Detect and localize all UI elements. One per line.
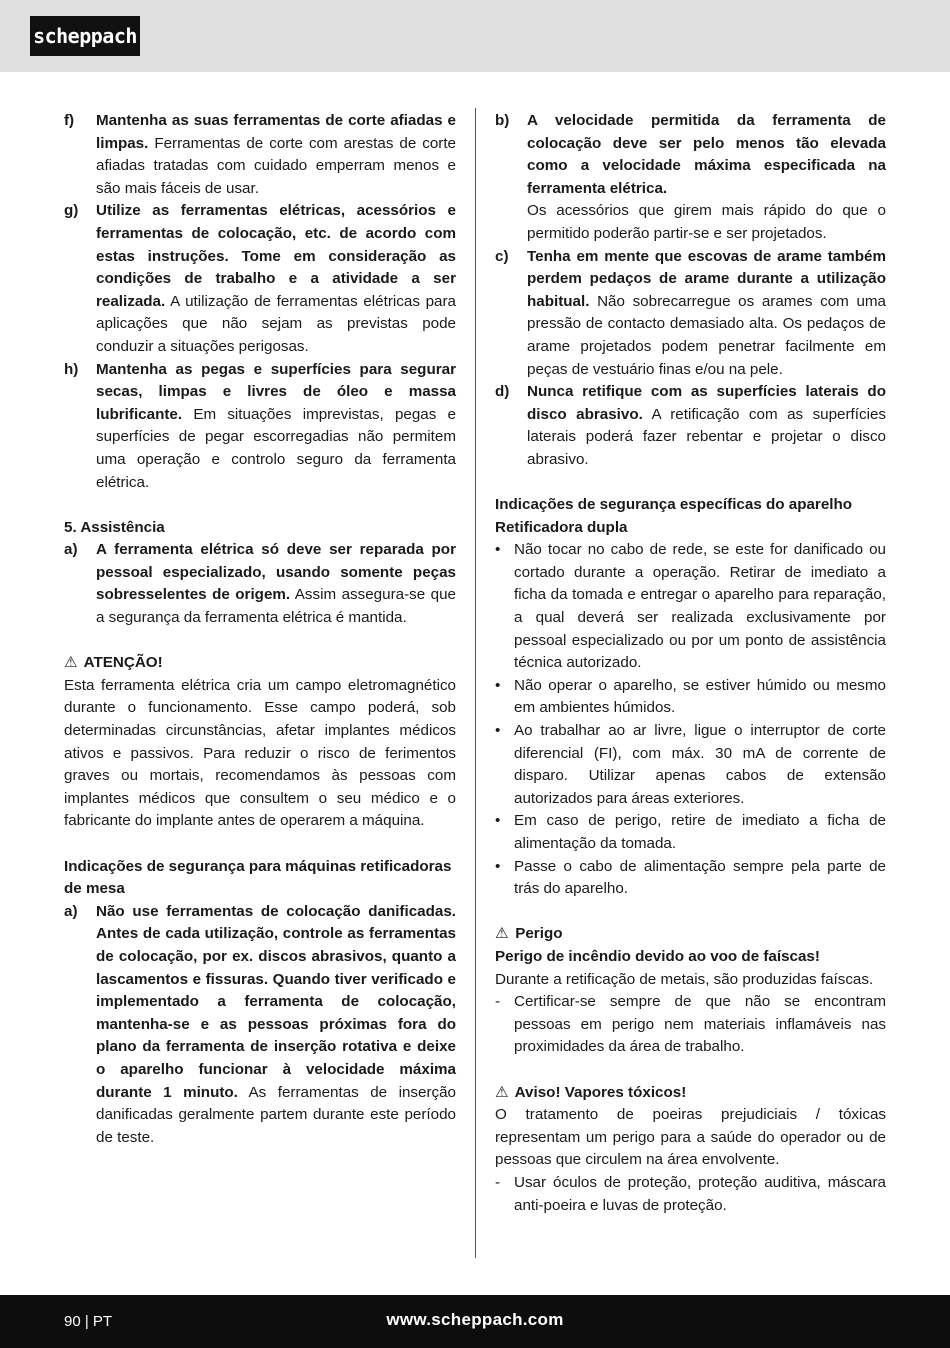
item-bench-a: a) Não use ferramentas de colocação danificadas. Antes de cada utilização, controle as ferramentas de colocação, por ex. discos abrasivos, quanto a lascamentos e fissuras. Quando tiver verificado e implementado a ferramenta de colocação, mantenha-se e as pessoas próximas fora do plano da ferramenta de inserção rotativa e deixe o aparelho funcionar à velocidade máxima durante 1 minuto. As ferramentas de inserção danificadas geralmente partem durante este período de teste. (64, 902, 456, 1146)
footer-bar (0, 1295, 950, 1348)
column-divider (475, 108, 476, 1258)
bullet-icon: • (495, 676, 501, 694)
dash-icon: - (495, 1173, 501, 1191)
warning-icon: ⚠ (64, 654, 78, 672)
warning-icon: ⚠ (495, 1083, 509, 1101)
section-title-assistance: 5. Assistência (64, 518, 165, 536)
item-f: f) Mantenha as suas ferramentas de corte afiadas e limpas. Ferramentas de corte com arestas de corte afiadas tratadas com cuidado emperram menos e são mais fáceis de usar. (64, 112, 456, 197)
bullet-icon: • (495, 857, 501, 875)
item-h: h) Mantenha as pegas e superfícies para segurar secas, limpas e livres de óleo e massa lubrificante. Em situações imprevistas, pegas e superfícies de pegar escorregadias não permitem uma operação e controlo seguro da ferramenta elétrica. (64, 360, 456, 491)
danger-heading: ⚠ Perigo (495, 923, 886, 946)
section-title-specific: Indicações de segurança específicas do aparelho Retificadora dupla (495, 496, 853, 536)
bullet-icon: • (495, 812, 501, 830)
list-item: • Não tocar no cabo de rede, se este for danificado ou cortado durante a operação. Retirar de imediato a ficha da tomada e entregar o aparelho para reparação, a qual deverá ser realizada exclusivamente por pessoal especializado ou por um ponto de assistência técnica autorizado. (495, 539, 886, 675)
right-column (495, 110, 886, 1217)
bullet-icon: • (495, 541, 501, 559)
page-number: 90 | PT (64, 1313, 113, 1330)
warning-heading: ⚠ ATENÇÃO! (64, 652, 456, 675)
dash-icon: - (495, 993, 501, 1011)
item-d: d) Nunca retifique com as superfícies laterais do disco abrasivo. A retificação com as superfícies laterais poderá fazer rebentar e projetar o disco abrasivo. (495, 383, 887, 468)
section-title-bench-grinders: Indicações de segurança para máquinas retificadoras de mesa (64, 857, 452, 898)
warning-text: Esta ferramenta elétrica cria um campo eletromagnético durante o funcionamento. Esse campo poderá, sob determinadas circunstâncias, afetar implantes médicos ativos e passivos. Para reduzir o risco de ferimentos graves ou mortais, recomendamos às pessoas com implantes médicos que consultem o seu médico e o fabricante do implante antes de operarem a máquina. (64, 676, 456, 830)
list-item: - Usar óculos de proteção, proteção auditiva, máscara anti-poeira e luvas de proteção. (495, 1172, 886, 1217)
fire-hazard-title: Perigo de incêndio devido ao voo de faíscas! (495, 947, 820, 965)
toxic-heading: ⚠ Aviso! Vapores tóxicos! (495, 1082, 886, 1105)
list-item: • Em caso de perigo, retire de imediato a ficha de alimentação da tomada. (495, 810, 886, 855)
list-item: - Certificar-se sempre de que não se encontram pessoas em perigo nem materiais inflamáveis nas proximidades da área de trabalho. (495, 991, 886, 1059)
item-b: b) A velocidade permitida da ferramenta de colocação deve ser pelo menos tão elevada como a velocidade máxima especificada na ferramenta elétrica. Os acessórios que girem mais rápido do que o permitido poderão partir-se e ser projetados. (495, 112, 886, 242)
item-c: c) Tenha em mente que escovas de arame também perdem pedaços de arame durante a utilização habitual. Não sobrecarregue os arames com uma pressão de contacto demasiado alta. Os pedaços de arame projetados podem penetrar facilmente em peças de vestuário finas e/ou na pele. (495, 247, 886, 378)
bullet-list (495, 539, 886, 901)
header-bar (0, 0, 950, 72)
bullet-icon: • (495, 722, 501, 740)
brand-logo: scheppach (30, 16, 140, 56)
left-column (64, 110, 456, 1149)
website-link[interactable]: www.scheppach.com (386, 1310, 564, 1329)
item-g: g) Utilize as ferramentas elétricas, acessórios e ferramentas de colocação, etc. de acordo com estas instruções. Tome em consideração as condições de trabalho e a atividade a ser realizada. A utilização de ferramentas elétricas para aplicações que não sejam as previstas pode conduzir a situações perigosas. (64, 202, 456, 355)
list-item: • Ao trabalhar ao ar livre, ligue o interruptor de corte diferencial (FI), com máx. 30 mA de corrente de disparo. Utilizar apenas cabos de extensão autorizados para áreas exteriores. (495, 720, 886, 810)
warning-icon: ⚠ (495, 925, 509, 943)
list-item: • Não operar o aparelho, se estiver húmido ou mesmo em ambientes húmidos. (495, 675, 886, 720)
fire-hazard-text: Durante a retificação de metais, são produzidas faíscas. (495, 970, 874, 988)
toxic-text: O tratamento de poeiras prejudiciais / tóxicas representam um perigo para a saúde do operador ou de pessoas que circulem na área envolvente. (495, 1106, 886, 1169)
item-assist-a: a) A ferramenta elétrica só deve ser reparada por pessoal especializado, usando somente peças sobresselentes de origem. Assim assegura-se que a segurança da ferramenta elétrica é mantida. (64, 541, 456, 627)
list-item: • Passe o cabo de alimentação sempre pela parte de trás do aparelho. (495, 856, 886, 901)
